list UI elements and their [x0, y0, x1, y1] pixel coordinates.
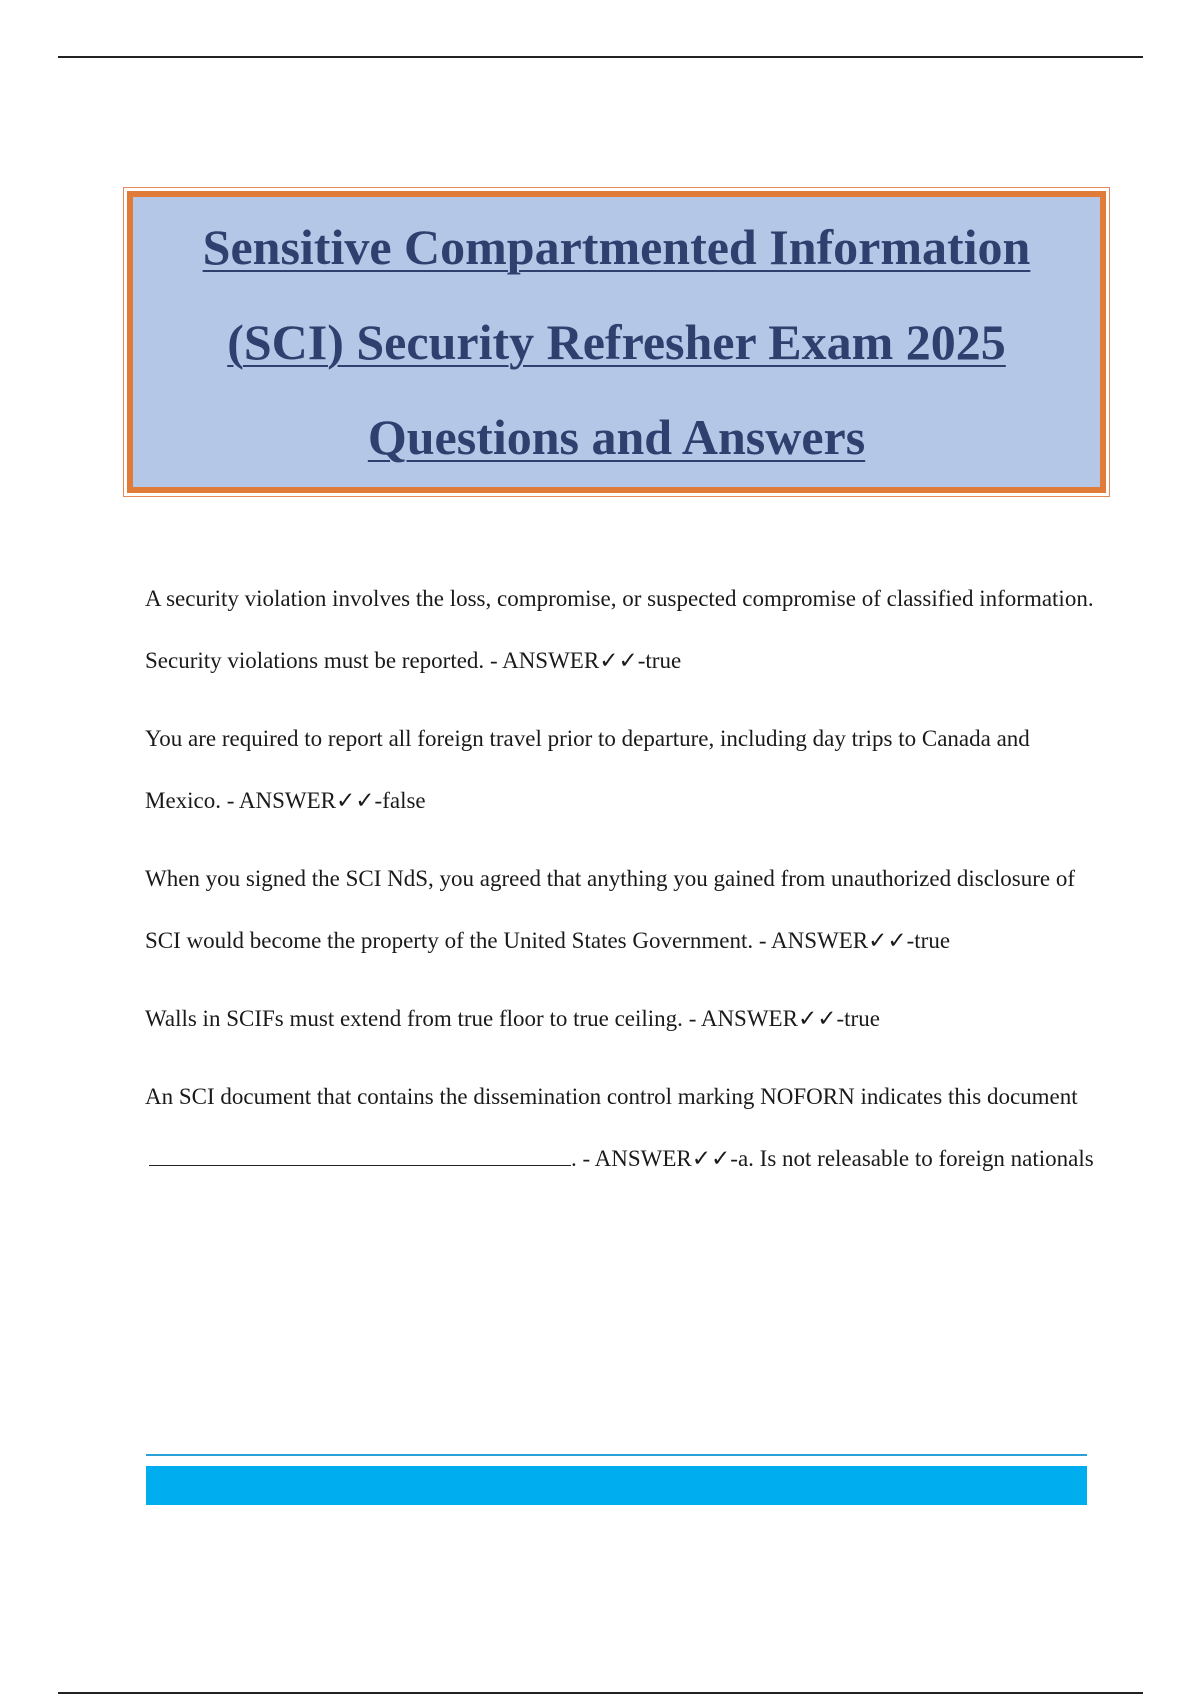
qa-list	[145, 568, 1095, 1206]
answer-text: - ANSWER✓✓-false	[221, 788, 426, 813]
qa-item	[145, 988, 1095, 1050]
answer-text: - ANSWER✓✓-true	[753, 928, 951, 953]
qa-item	[145, 1066, 1095, 1190]
top-rule	[58, 56, 1143, 58]
answer-text: - ANSWER✓✓-true	[484, 648, 682, 673]
title-banner	[123, 187, 1110, 497]
title-line-1: Sensitive Compartmented Information	[202, 218, 1031, 275]
question-text: A security violation involves the loss, compromise, or suspected compromise of classified information. Security violations must be reported.	[145, 586, 1094, 673]
question-text: An SCI document that contains the dissemination control marking NOFORN indicates this document	[145, 1084, 1078, 1109]
footer-rule	[146, 1454, 1087, 1456]
title-line-2: (SCI) Security Refresher Exam 2025	[227, 313, 1006, 370]
qa-item	[145, 568, 1095, 692]
fill-in-blank	[149, 1145, 571, 1166]
question-text: When you signed the SCI NdS, you agreed that anything you gained from unauthorized disclosure of SCI would become the property of the United States Government.	[145, 866, 1076, 953]
answer-text: . - ANSWER✓✓-a. Is not releasable to foreign nationals	[571, 1146, 1094, 1171]
title-line-3: Questions and Answers	[367, 408, 866, 465]
question-text: Walls in SCIFs must extend from true floor to true ceiling.	[145, 1006, 683, 1031]
bottom-rule	[58, 1692, 1143, 1694]
answer-text: - ANSWER✓✓-true	[682, 1006, 880, 1031]
qa-item	[145, 848, 1095, 972]
question-text: You are required to report all foreign travel prior to departure, including day trips to Canada and Mexico.	[145, 726, 1030, 813]
title-box	[127, 191, 1106, 493]
qa-item	[145, 708, 1095, 832]
footer-bar	[146, 1466, 1087, 1505]
